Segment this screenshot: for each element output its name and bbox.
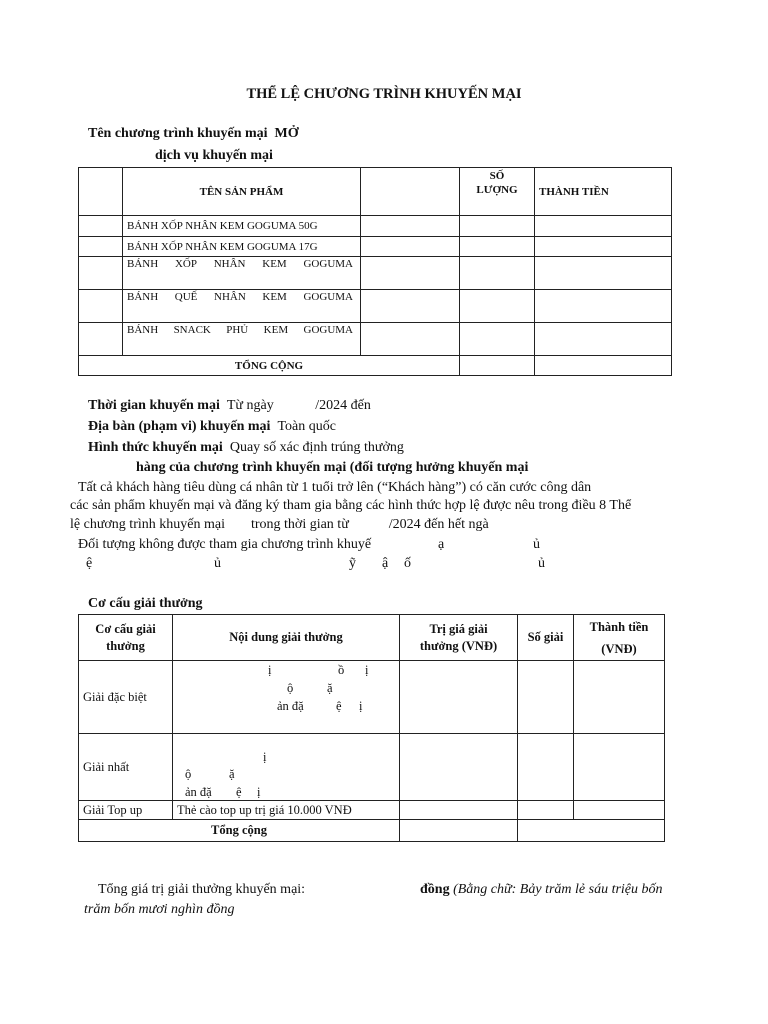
paragraph-line-5: ệ [86, 556, 93, 571]
table-row [79, 237, 672, 257]
header-structure: Cơ cấu giải thưởng [79, 615, 173, 661]
prize-heading: Cơ cấu giải thưởng [88, 596, 203, 611]
prize-table [78, 614, 665, 842]
summary-label: Tổng giá trị giải thưởng khuyến mại: [98, 882, 306, 897]
table-row [79, 290, 672, 323]
table-row [79, 216, 672, 237]
paragraph-line-4: Đối tượng không được tham gia chương trình khuyế [78, 537, 372, 552]
prize-name: Giải Top up [79, 801, 173, 820]
products-header-row [79, 168, 672, 216]
header-value: Trị giá giải thưởng (VNĐ) [400, 615, 518, 661]
table-row [79, 323, 672, 356]
program-name-label: Tên chương trình khuyến mại [88, 126, 268, 141]
area-value: Toàn quốc [277, 419, 336, 434]
form-label: Hình thức khuyến mại [88, 440, 223, 455]
prize-header-row [79, 615, 665, 661]
total-row [79, 820, 665, 842]
area-label: Địa bàn (phạm vi) khuyến mại [88, 419, 271, 434]
total-row [79, 356, 672, 376]
product-name: BÁNH SNACK PHỦ KEM GOGUMA [123, 323, 361, 356]
time-label: Thời gian khuyến mại [88, 398, 220, 413]
time-line [88, 398, 371, 414]
prize-content: Thẻ cào top up trị giá 10.000 VNĐ [173, 801, 400, 820]
paragraph-line-1: Tất cả khách hàng tiêu dùng cá nhân từ 1 tuổi trở lên (“Khách hàng”) có căn cước công dân [78, 480, 592, 495]
header-amount: Thành tiền (VNĐ) [574, 615, 665, 661]
product-name: BÁNH XỐP NHÂN KEM GOGUMA 50G [123, 216, 361, 237]
paragraph-line-3: lệ chương trình khuyến mại trong thời gian từ /2024 đến hết ngà [70, 517, 489, 532]
header-count: Số giải [518, 615, 574, 661]
prize-name: Giải nhất [79, 734, 173, 801]
table-row [79, 257, 672, 290]
prize-content: ị ồ ị ộ ặ ản đặ ệ ị [173, 661, 400, 734]
product-name: BÁNH XỐP NHÂN KEM GOGUMA 17G [123, 237, 361, 257]
product-name: BÁNH XỐP NHÂN KEM GOGUMA [123, 257, 361, 290]
header-product-name: TÊN SẢN PHẨM [123, 168, 361, 216]
products-table [78, 167, 672, 376]
summary-unit: đồng [420, 882, 450, 897]
table-row [79, 661, 665, 734]
area-line [88, 419, 336, 435]
summary-words-line-2: trăm bốn mươi nghìn đồng [84, 902, 235, 917]
prize-name: Giải đặc biệt [79, 661, 173, 734]
service-label: dịch vụ khuyến mại [155, 148, 273, 163]
document-title: THỂ LỆ CHƯƠNG TRÌNH KHUYẾN MẠI [246, 86, 522, 102]
product-name: BÁNH QUẾ NHÂN KEM GOGUMA [123, 290, 361, 323]
target-heading: hàng của chương trình khuyến mại (đối tượng hưởng khuyến mại [136, 460, 529, 475]
prize-total-label: Tổng cộng [79, 820, 400, 842]
summary-line [420, 882, 663, 898]
table-row [79, 734, 665, 801]
prize-content: ị ộ ặ ản đặ ệ ị [173, 734, 400, 801]
table-row [79, 801, 665, 820]
header-content: Nội dung giải thưởng [173, 615, 400, 661]
time-to: /2024 đến [315, 398, 371, 413]
total-label: TỔNG CỘNG [79, 356, 460, 376]
form-line [88, 440, 404, 456]
paragraph-line-2: các sản phẩm khuyến mại và đăng ký tham gia bằng các hình thức hợp lệ được nêu trong điều 8 Thể [70, 498, 632, 513]
program-name-line [88, 126, 299, 142]
summary-words: (Bằng chữ: Bảy trăm lẻ sáu triệu bốn [453, 882, 663, 897]
form-value: Quay số xác định trúng thưởng [229, 440, 404, 455]
time-from: Từ ngày [226, 398, 274, 413]
header-quantity: SỐ LƯỢNG [460, 168, 535, 216]
program-name-value: MỞ [274, 126, 299, 141]
header-amount: THÀNH TIỀN [535, 168, 672, 216]
